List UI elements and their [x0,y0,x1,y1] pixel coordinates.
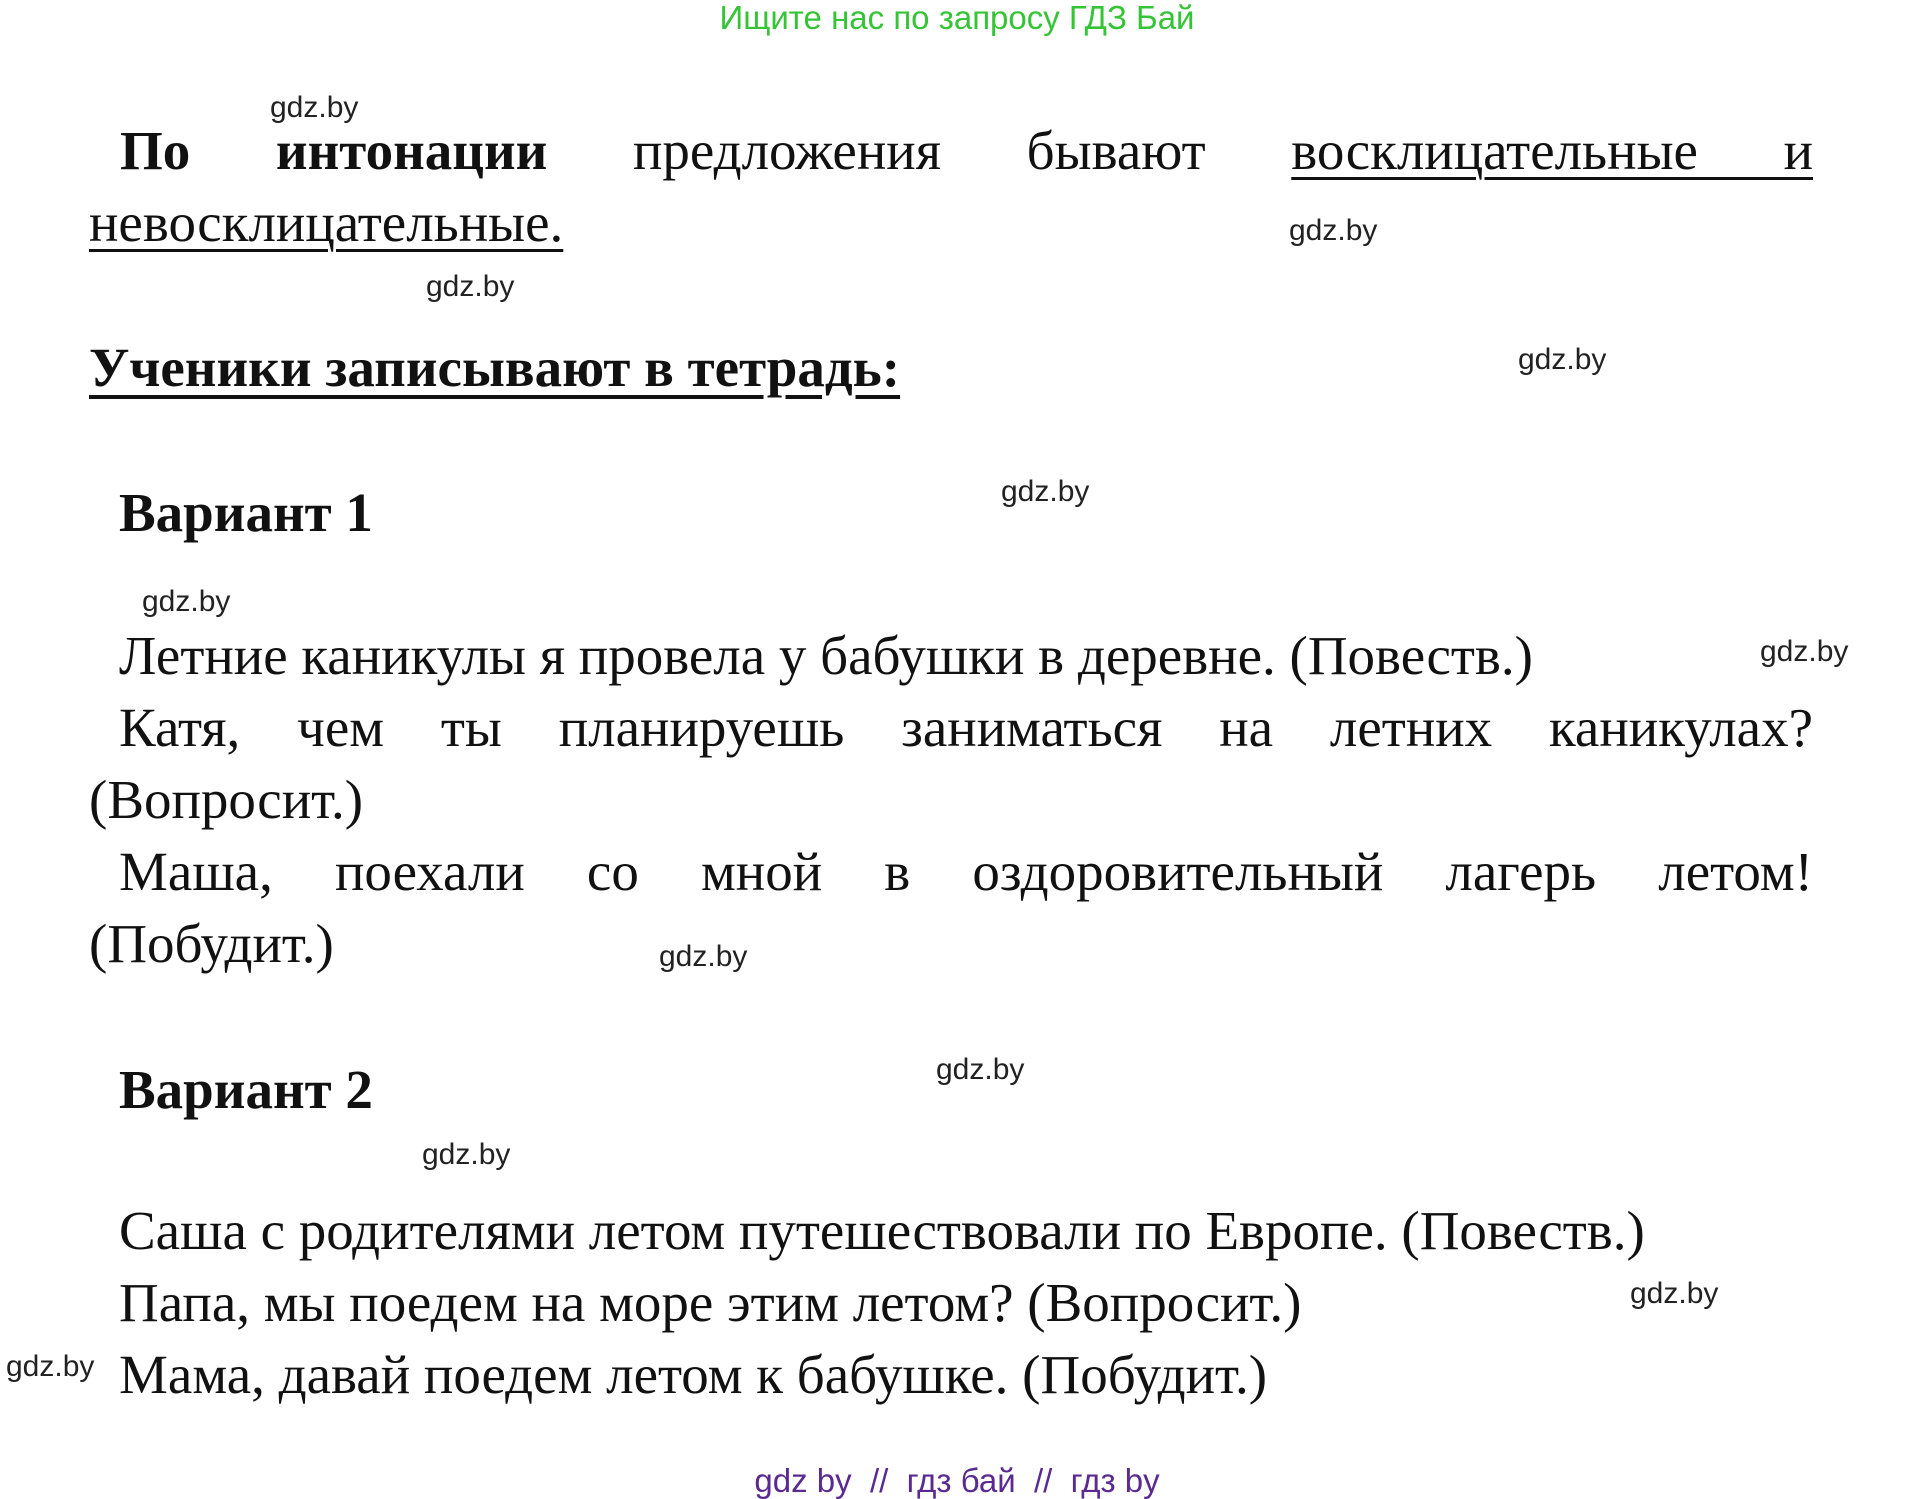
variant-2-sentence-2: Папа, мы поедем на море этим летом? (Вопросит.) [119,1272,1302,1333]
watermark: gdz.by [1289,214,1378,247]
watermark: gdz.by [1001,475,1090,508]
intro-bold: По интонации [120,120,548,181]
watermark: gdz.by [6,1350,95,1383]
variant-2-title: Вариант 2 [119,1059,373,1120]
watermark: gdz.by [422,1138,511,1171]
watermark: gdz.by [1518,343,1607,376]
watermark: gdz.by [936,1053,1025,1086]
watermark: gdz.by [1630,1277,1719,1310]
intro-paragraph [89,115,1813,259]
variant-1-sentence-3: Маша, поехали со мной в оздоровительный лагерь летом! [119,841,1813,902]
variant-1-sentence-2: Катя, чем ты планируешь заниматься на летних каникулах? [119,697,1813,758]
variant-2-sentence-1: Саша с родителями летом путешествовали по Европе. (Повеств.) [119,1200,1645,1261]
watermark: gdz.by [426,270,515,303]
watermark: gdz.by [659,940,748,973]
intro-underlined-1: восклицательные и [1291,120,1813,181]
variant-1-sentence-3-type: (Побудит.) [89,913,334,974]
variant-1-sentence-2-type: (Вопросит.) [89,769,364,830]
footer-links: gdz by // гдз бай // гдз by [754,1462,1160,1499]
intro-plain: предложения бывают [547,120,1292,181]
top-banner: Ищите нас по запросу ГДЗ Бай [719,0,1195,36]
variant-2-sentence-3: Мама, давай поедем летом к бабушке. (Побудит.) [119,1344,1268,1405]
watermark: gdz.by [142,585,231,618]
variant-1-title: Вариант 1 [119,482,373,543]
variant-1-sentence-1: Летние каникулы я провела у бабушки в деревне. (Повеств.) [119,625,1533,686]
intro-underlined-2: невосклицательные. [89,192,564,253]
watermark: gdz.by [270,91,359,124]
section-heading: Ученики записывают в тетрадь: [89,337,901,398]
watermark: gdz.by [1760,635,1849,668]
